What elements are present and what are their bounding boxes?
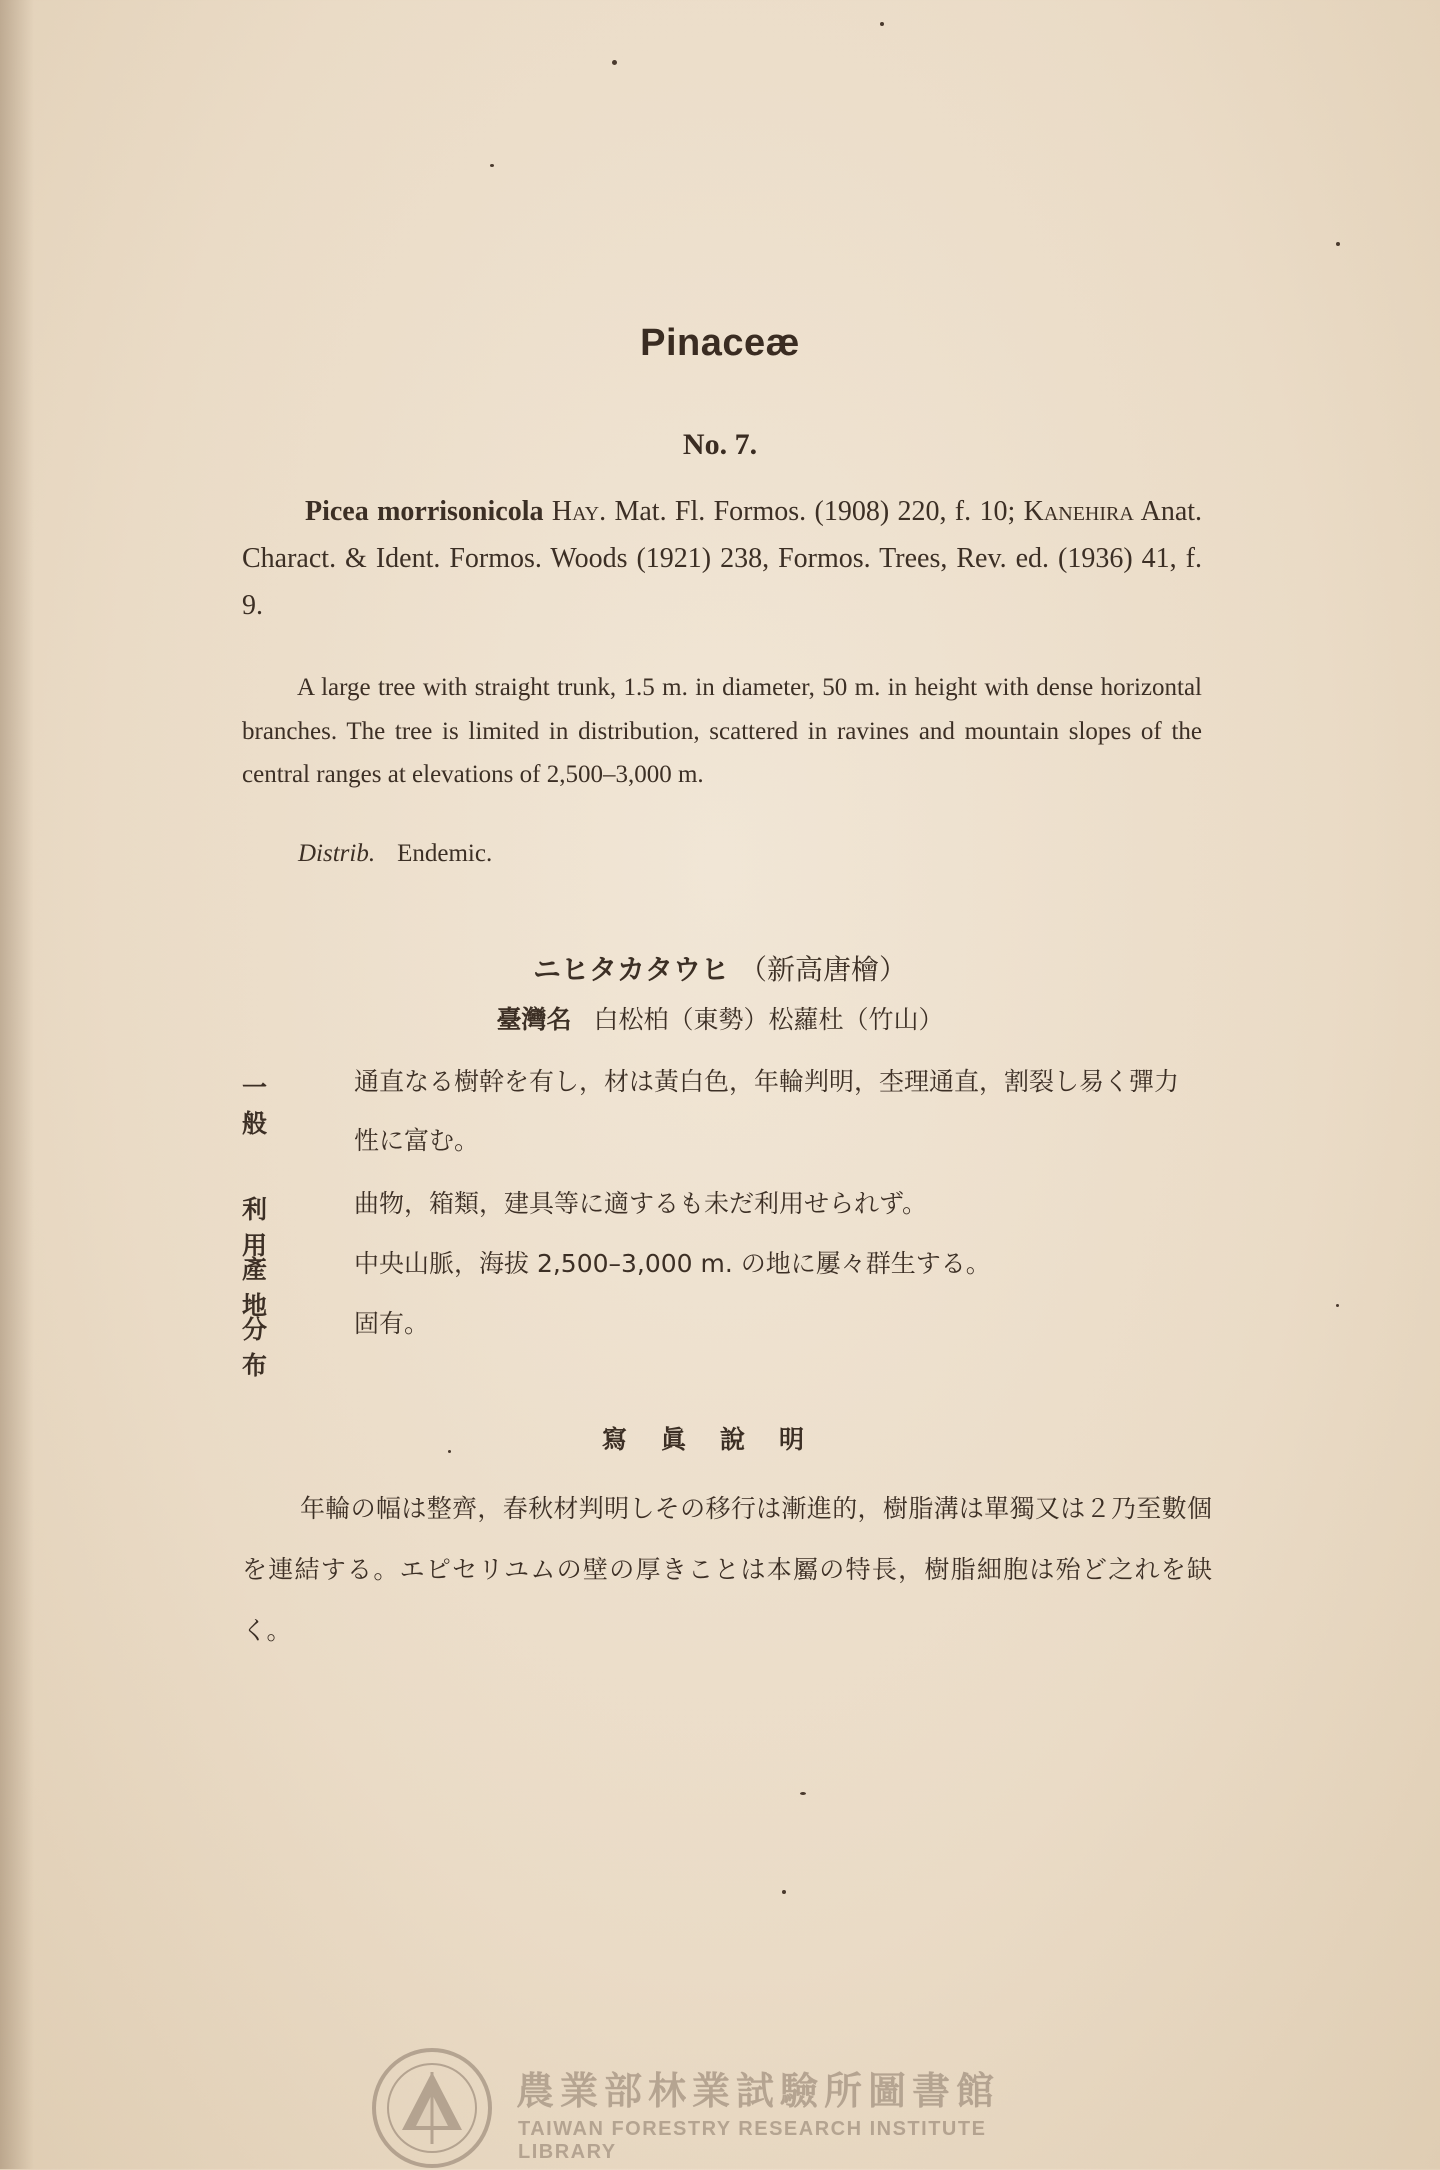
section-label: 產地 [242,1255,296,1320]
taiwan-name-value: 白松柏（東勢）松蘿杜（竹山） [593,1005,944,1034]
family-title: Pinaceæ [640,322,800,364]
citation-author: Hay. [551,496,607,527]
citation-reference: Anat. Charact. & Ident. Formos. Woods (1921) 238, Formos. Trees, Rev. ed. (1936) 41, f. 9. [242,496,1203,621]
section-text: 通直なる樹幹を有し，材は黃白色，年輪判明，杢理通直，割裂し易く彈力性に富む。 [354,1067,1180,1155]
japanese-name [0,948,1440,988]
section-text: 曲物，箱類，建具等に適するも未だ利用せられず。 [354,1189,928,1218]
paper-speck [880,22,884,26]
section-label: 分布 [242,1315,296,1380]
photo-explanation-text: 年輪の幅は整齊，春秋材判明しその移行は漸進的，樹脂溝は單獨又は２乃至數個を連結する。エピセリユムの壁の厚きことは本屬の特長，樹脂細胞は殆ど之れを缺く。 [242,1494,1212,1645]
citation-reference: Mat. Fl. Formos. (1908) 220, f. 10; [614,496,1016,527]
japanese-name-kana: ニヒタカタウヒ [532,953,729,986]
section-label: 一般 [242,1073,296,1138]
paper-speck [1336,242,1340,246]
section-text: 中央山脈，海拔 2,500–3,000 m. の地に屢々群生する。 [354,1249,991,1278]
section-label: 利用 [242,1195,296,1260]
paper-speck [800,1792,806,1795]
distribution-label: Distrib. [298,840,376,867]
paper-speck [782,1890,786,1894]
library-name-english: TAIWAN FORESTRY RESEARCH INSTITUTE LIBRARY [518,2118,987,2163]
citation-author: Kanehira [1023,496,1134,527]
photo-explanation-title: 寫眞說明 [601,1425,838,1454]
distribution-line [298,840,492,868]
species-number: No. 7. [682,428,758,461]
taiwan-name-label: 臺灣名 [496,1005,572,1034]
section-text: 固有。 [354,1309,430,1338]
species-name: Picea morrisonicola [305,496,544,527]
species-description: A large tree with straight trunk, 1.5 m. in diameter, 50 m. in height with dense horizontal branches. The tree is limited in distribution, scattered in ravines and mountain slopes of the central ranges at elevations of 2,500–3,000 m. [242,674,1202,788]
taiwan-name [0,1000,1440,1036]
paper-speck [612,60,617,65]
species-citation [242,488,1202,629]
distribution-value: Endemic. [397,840,493,867]
paper-speck [1336,1304,1339,1307]
library-watermark [370,2046,1090,2166]
library-seal-icon [370,2046,494,2170]
japanese-name-kanji: （新高唐檜） [739,953,908,986]
library-name-chinese: 農業部林業試驗所圖書館 [516,2069,1001,2113]
paper-speck [490,164,494,167]
